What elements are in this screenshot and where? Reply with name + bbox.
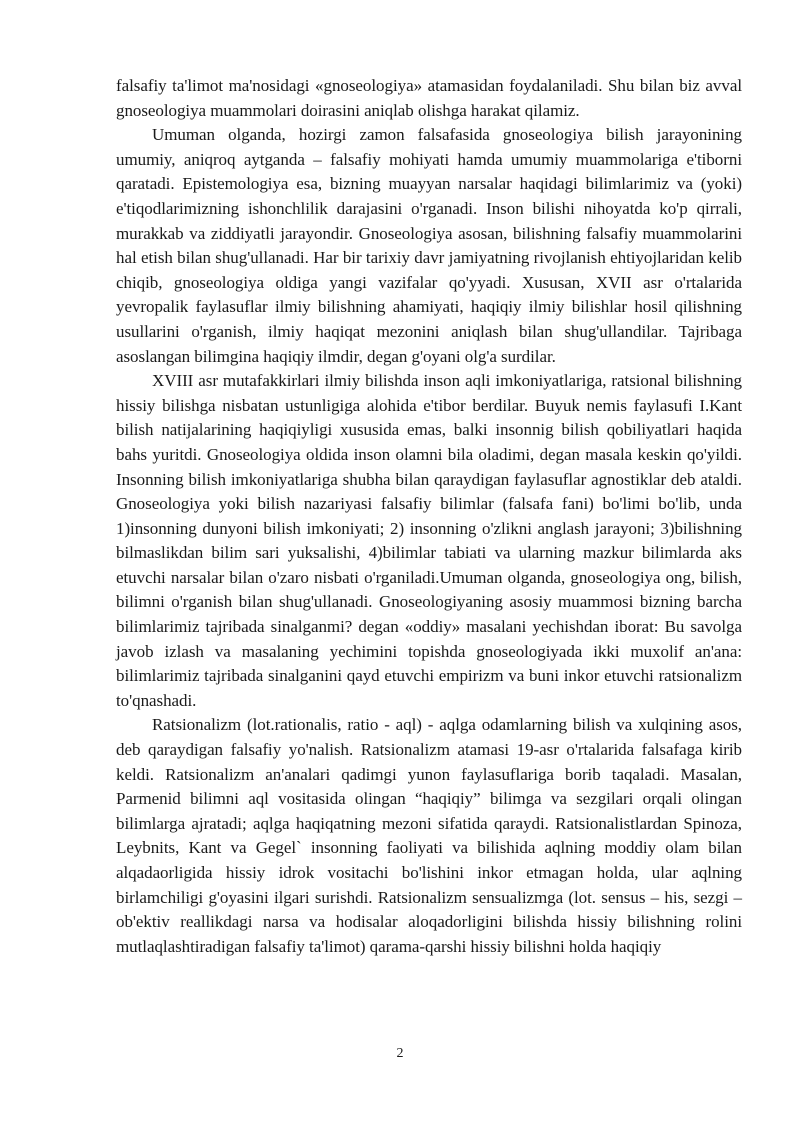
paragraph-gnoseology-overview: Umuman olganda, hozirgi zamon falsafasida gnoseologiya bilish jarayonining umumiy, aniqroq aytganda – falsafiy mohiyati hamda umumiy muammolariga e'tiborni qaratadi. Epistemologiya esa, bizning muayyan narsalar haqidagi bilimlarimiz va (yoki) e'tiqodlarimizning ishonchlilik darajasini o'rganadi. Inson bilishi nihoyatda ko'p qirrali, murakkab va ziddiyatli jarayondir. Gnoseologiya asosan, bilishning falsafiy muammolarini hal etish bilan shug'ullanadi. Har bir tarixiy davr jamiyatning rivojlanish ehtiyojlaridan kelib chiqib, gnoseologiya oldiga yangi vazifalar qo'yyadi. Xususan, XVII asr o'rtalarida yevropalik faylasuflar ilmiy bilishning ahamiyati, haqiqiy ilmiy bilishlar hosil qilishning usullarini o'rganish, ilmiy haqiqat mezonini aniqlash bilan shug'ullandilar. Tajribaga asoslangan bilimgina haqiqiy ilmdir, degan g'oyani olg'a surdilar. (116, 125, 742, 366)
paragraph-continuation: falsafiy ta'limot ma'nosidagi «gnoseologiya» atamasidan foydalaniladi. Shu bilan biz avval gnoseologiya muammolari doirasini aniqlab olishga harakat qilamiz. (116, 76, 742, 120)
paragraph-eighteenth-century: XVIII asr mutafakkirlari ilmiy bilishda inson aqli imkoniyatlariga, ratsional bilishning hissiy bilishga nisbatan ustunligiga alohida e'tibor berdilar. Buyuk nemis faylasufi I.Kant bilish natijalarining haqiqiyligi xususida emas, balki insonnig bilish qobiliyatlari haqida bahs yuritdi. Gnoseologiya oldida inson olamni bila oladimi, degan masala keskin qo'yildi. Insonning bilish imkoniyatlariga shubha bilan qaraydigan faylasuflar agnostiklar deb ataldi. Gnoseologiya yoki bilish nazariyasi falsafiy bilimlar (falsafa fani) bo'limi bo'lib, unda 1)insonning dunyoni bilish imkoniyati; 2) insonning o'zlikni anglash jarayoni; 3)bilishning bilmaslikdan bilim sari yuksalishi, 4)bilimlar tabiati va ularning mazkur bilimlarda aks etuvchi narsalar bilan o'zaro nisbati o'rganiladi.Umuman olganda, gnoseologiya ong, bilish, bilimni o'rganish bilan shug'ullanadi. Gnoseologiyaning asosiy muammosi bizning barcha bilimlarimiz tajribada sinalganmi? degan «oddiy» masalani yechishdan iborat: Bu savolga javob izlash va masalaning yechimini topishda gnoseologiyada ikki muxolif an'ana: bilimlarimiz tajribada sinalganini qayd etuvchi empirizm va buni inkor etuvchi ratsionalizm to'qnashadi. (116, 371, 742, 710)
paragraph-rationalism: Ratsionalizm (lot.rationalis, ratio - aql) - aqlga odamlarning bilish va xulqining asos, deb qaraydigan falsafiy yo'nalish. Ratsionalizm atamasi 19-asr o'rtalarida falsafaga kirib keldi. Ratsionalizm an'analari qadimgi yunon faylasuflariga borib taqaladi. Masalan, Parmenid bilimni aql vositasida olingan “haqiqiy” bilimga va sezgilari orqali olingan bilimlarga ajratadi; aqlga haqiqatning mezoni sifatida qaraydi. Ratsionalistlardan Spinoza, Leybnits, Kant va Gegel` insonning faoliyati va bilishida aqlning moddiy olam bilan alqadaorligida hissiy idrok vositachi bo'lishini inkor etmagan holda, ular aqlning birlamchiligi g'oyasini ilgari surishdi. Ratsionalizm sensualizmga (lot. sensus – his, sezgi – ob'ektiv reallikdagi narsa va hodisalar aloqadorligini bilishda hissiy bilishning rolini mutlaqlashtiradigan falsafiy ta'limot) qarama-qarshi hissiy bilishni holda haqiqiy (116, 715, 742, 956)
document-page (116, 74, 742, 959)
page-number: 2 (396, 1046, 404, 1061)
